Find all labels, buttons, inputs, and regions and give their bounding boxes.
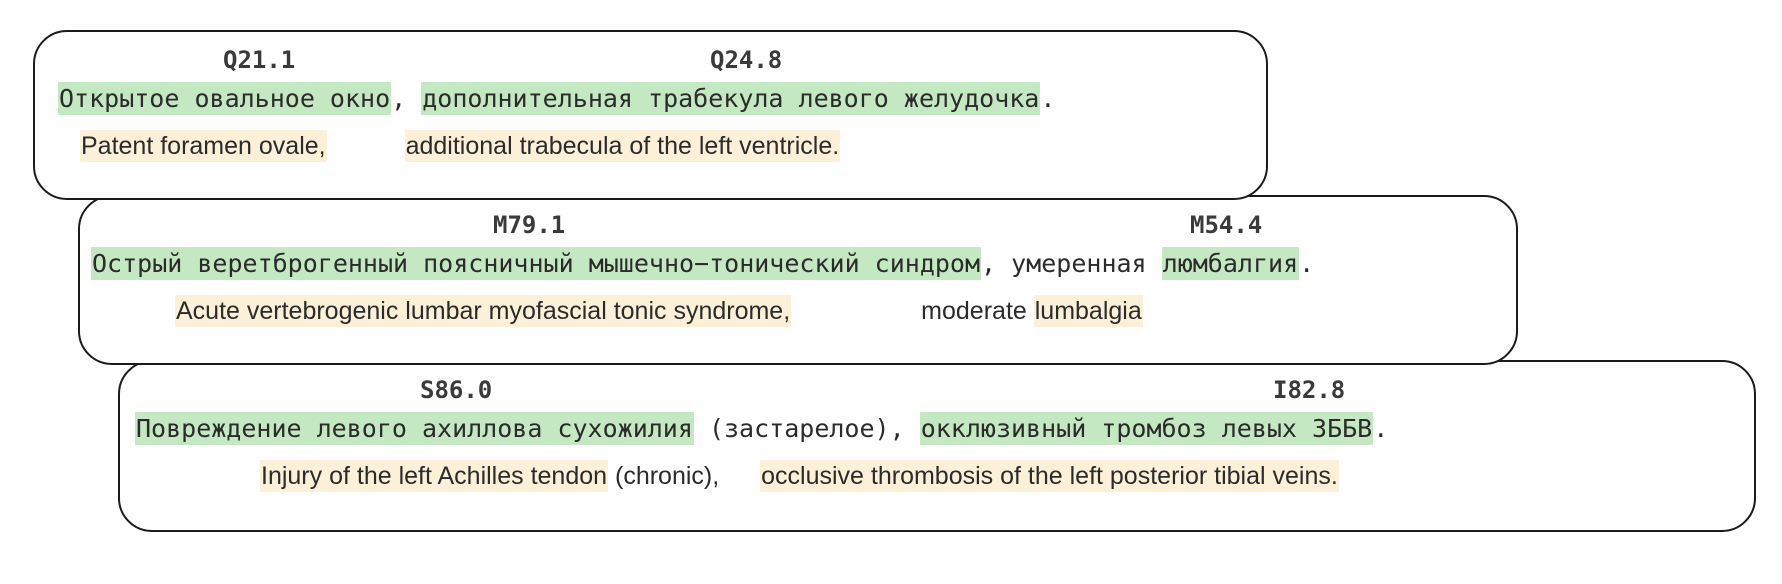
translation-span-m791: Acute vertebrogenic lumbar myofascial tonic syndrome, [176, 297, 791, 325]
code-labels-row-3 [120, 376, 1754, 410]
annotation-card-3 [118, 360, 1756, 532]
translation-text-line-3 [260, 462, 1754, 491]
source-text-line-1 [58, 84, 1266, 113]
source-terminator: . [1040, 84, 1056, 113]
source-text-line-2 [91, 249, 1516, 278]
code-labels-row-2 [80, 211, 1516, 245]
translation-span-q211: Patent foramen ovale, [81, 132, 326, 160]
icd-code-label: S86.0 [420, 376, 493, 404]
icd-code-label: Q24.8 [710, 46, 783, 74]
icd-code-label: I82.8 [1273, 376, 1346, 404]
translation-modifier: moderate [921, 297, 1034, 325]
source-span-m544: люмбалгия [1162, 249, 1299, 278]
code-labels-row-1 [35, 46, 1266, 80]
source-span-q248: дополнительная трабекула левого желудочка [422, 84, 1040, 113]
source-span-q211: Открытое овальное окно [59, 84, 391, 113]
icd-code-label: M54.4 [1190, 211, 1263, 239]
source-terminator: . [1373, 414, 1389, 443]
icd-code-label: M79.1 [493, 211, 566, 239]
source-span-m791: Острый веретброгенный поясничный мышечно−тонический синдром [92, 249, 981, 278]
source-separator: (застарелое), [693, 414, 920, 443]
translation-text-line-1 [80, 132, 1266, 161]
source-span-s860: Повреждение левого ахиллова сухожилия [136, 414, 693, 443]
source-span-i828: окклюзивный тромбоз левых ЗББВ [920, 414, 1373, 443]
annotation-card-1 [33, 30, 1268, 200]
translation-span-m544: lumbalgia [1034, 297, 1142, 325]
source-text-line-3 [135, 414, 1754, 443]
translation-span-i828: occlusive thrombosis of the left posterior tibial veins. [761, 462, 1338, 490]
source-terminator: . [1299, 249, 1315, 278]
translation-modifier: (chronic), [608, 462, 727, 490]
source-separator: , умеренная [981, 249, 1162, 278]
translation-span-s860: Injury of the left Achilles tendon [261, 462, 608, 490]
translation-span-q248: additional trabecula of the left ventricle. [405, 132, 840, 160]
annotation-card-2 [78, 195, 1518, 365]
source-separator: , [391, 84, 422, 113]
translation-text-line-2 [175, 297, 1516, 326]
icd-code-label: Q21.1 [223, 46, 296, 74]
